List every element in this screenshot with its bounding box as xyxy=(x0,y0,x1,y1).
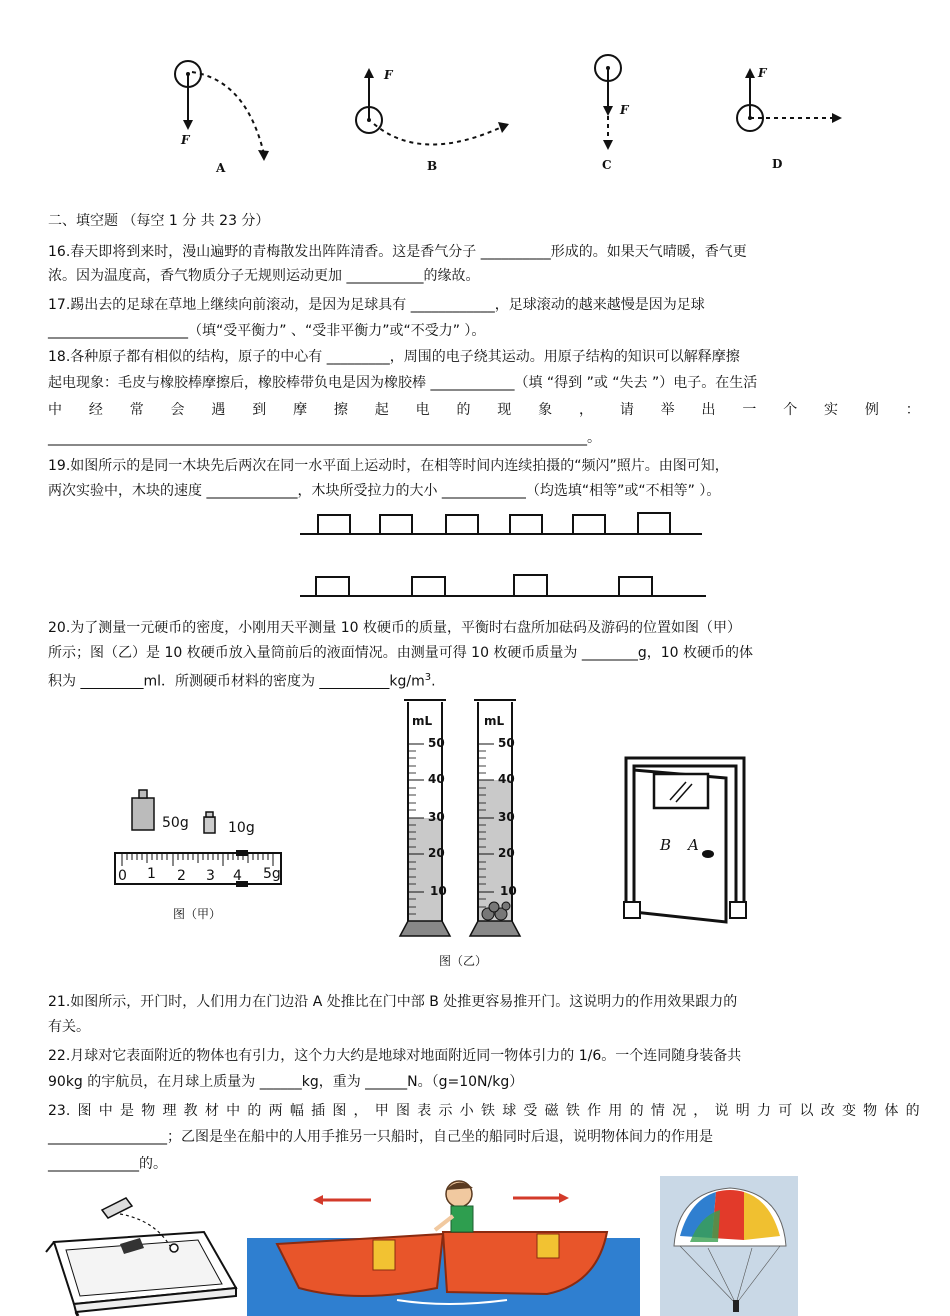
figure-label-b: B xyxy=(427,159,438,173)
q23-line1_chars-char: 23. xyxy=(48,1103,71,1119)
ruler-tick-1: 1 xyxy=(147,866,156,882)
q23-line3: _____________的。 xyxy=(48,1156,167,1172)
q18-line3_chars-char: 出 xyxy=(701,402,716,418)
q23-line1_chars-char: 变 xyxy=(841,1103,856,1119)
force-figure-b xyxy=(352,64,522,164)
q23-line1_chars-char: 中 xyxy=(226,1103,241,1119)
q18-line3_chars-char: 象 xyxy=(538,402,553,418)
force-figure-a xyxy=(168,58,278,178)
cylinder2-unit: mL xyxy=(484,714,505,728)
figure-label-a: A xyxy=(216,161,226,175)
q23-line1_chars-char: 铁 xyxy=(480,1103,495,1119)
q18-line3_chars-char: 常 xyxy=(129,402,144,418)
graduated-cylinders-figure xyxy=(398,696,538,940)
weight-50g-label: 50g xyxy=(162,815,189,831)
strobe-photo-figure xyxy=(298,512,708,602)
q23-line1_chars-char: 物 xyxy=(863,1103,878,1119)
q18-line3_chars-char: 个 xyxy=(783,402,798,418)
q23-line2: _________________；乙图是坐在船中的人用手推另一只船时，自己坐的船同时后退，说明物体间力的作用是 xyxy=(48,1129,713,1145)
figure-jia-caption: 图（甲） xyxy=(173,907,222,921)
q18-line3_chars-char: 摩 xyxy=(293,402,308,418)
cylinder1-tick-20: 20 xyxy=(428,846,445,860)
cylinder1-tick-10: 10 xyxy=(430,884,447,898)
ruler-tick-0: 0 xyxy=(118,868,127,884)
figure-yi-caption: 图（乙） xyxy=(439,954,488,968)
q18-line1: 18.各种原子都有相似的结构，原子的中心有 _________，周围的电子绕其运动。用原子结构的知识可以解释摩擦 xyxy=(48,349,740,365)
q19-line1: 19.如图所示的是同一木块先后两次在同一水平面上运动时，在相等时间内连续拍摄的“频闪”照片。由图可知， xyxy=(48,458,729,474)
force-label-c: F xyxy=(620,103,629,117)
cylinder2-tick-20: 20 xyxy=(498,846,515,860)
q23-line1_chars-char: ， xyxy=(353,1103,368,1119)
q23-line1_chars-char: 图 xyxy=(396,1103,411,1119)
q20-line1: 20.为了测量一元硬币的密度，小刚用天平测量 10 枚硬币的质量，平衡时右盘所加砝码及游码的位置如图（甲） xyxy=(48,620,741,636)
q23-line1_chars-char: 的 xyxy=(247,1103,262,1119)
q23-line1_chars-char: 受 xyxy=(523,1103,538,1119)
q21-line1: 21.如图所示，开门时，人们用力在门边沿 A 处推比在门中部 B 处推更容易推开门。这说明力的作用效果跟力的 xyxy=(48,994,738,1010)
q23-line1_chars-char: 的 xyxy=(905,1103,920,1119)
balance-weights-figure xyxy=(112,786,287,888)
cylinder1-unit: mL xyxy=(412,714,433,728)
q23-line1_chars-char: 甲 xyxy=(374,1103,389,1119)
q18-line3_chars-char: 举 xyxy=(660,402,675,418)
q23-line1_chars-char: 铁 xyxy=(565,1103,580,1119)
q23-line1_chars-char: 两 xyxy=(268,1103,283,1119)
figure-label-c: C xyxy=(602,158,612,172)
q23-line1_chars-char: 力 xyxy=(757,1103,771,1119)
cylinder1-tick-30: 30 xyxy=(428,810,445,824)
q17-line2: ____________________（填“受平衡力” 、“受非平衡力”或“不受力” ）。 xyxy=(48,323,486,339)
q23-line1_chars-char: 插 xyxy=(311,1103,326,1119)
q18-line3_chars-char: ， xyxy=(578,402,593,418)
q23-line1_chars-char: 磁 xyxy=(544,1103,559,1119)
ruler-tick-4: 4 xyxy=(233,868,242,884)
magnet-table-illustration xyxy=(44,1192,239,1316)
q23-line1_chars-char: 改 xyxy=(820,1103,835,1119)
q18-line3_chars-char: 例 xyxy=(864,402,879,418)
q18-line4: _____________________________________________________________________________。 xyxy=(48,430,601,446)
q17-line1: 17.踢出去的足球在草地上继续向前滚动，是因为足球具有 ____________，足球滚动的越来越慢是因为足球 xyxy=(48,297,705,313)
q23-line1_chars-char: 球 xyxy=(502,1103,517,1119)
q18-line3_chars-char: 到 xyxy=(252,402,267,418)
force-label-b: F xyxy=(384,68,393,82)
ruler-tick-2: 2 xyxy=(177,868,186,884)
boats-illustration xyxy=(247,1176,640,1316)
cylinder1-tick-40: 40 xyxy=(428,772,445,786)
q23-line1_chars-char: 可 xyxy=(778,1103,793,1119)
q20-line3-text: 积为 _________ml．所测硬币材料的密度为 __________kg/m xyxy=(48,673,425,690)
q23-line1_chars-char: 情 xyxy=(650,1103,665,1119)
q18-line3_chars-char: 请 xyxy=(619,402,634,418)
q18-line3_chars-char: 现 xyxy=(497,402,512,418)
weight-10g-label: 10g xyxy=(228,820,255,836)
q22-line1: 22.月球对它表面附近的物体也有引力，这个力大约是地球对地面附近同一物体引力的 1/6。一个连同随身装备共 xyxy=(48,1048,742,1064)
q23-line1_chars-char: 的 xyxy=(629,1103,644,1119)
section-title: 二、填空题 （每空 1 分 共 23 分） xyxy=(48,213,270,229)
q23-line1_chars-char: 小 xyxy=(459,1103,474,1119)
q20-line2: 所示；图（乙）是 10 枚硬币放入量筒前后的液面情况。由测量可得 10 枚硬币质量为 ________g，10 枚硬币的体 xyxy=(48,645,754,661)
q18-line3_chars-char: 擦 xyxy=(333,402,348,418)
q23-line1_chars-char: 体 xyxy=(884,1103,899,1119)
q18-line3_chars-char: 会 xyxy=(170,402,185,418)
q23-line1_chars-char: 作 xyxy=(587,1103,602,1119)
q23-line1_chars-char: 以 xyxy=(799,1103,814,1119)
q16-line2: 浓。因为温度高，香气物质分子无规则运动更加 ___________的缘故。 xyxy=(48,268,480,284)
q18-line3_chars-char: 起 xyxy=(374,402,389,418)
force-figure-d xyxy=(734,64,854,144)
q23-line1_chars-char: 明 xyxy=(735,1103,750,1119)
q23-line1_chars-char: 中 xyxy=(98,1103,113,1119)
q23-line1_chars-char: 用 xyxy=(608,1103,623,1119)
door-point-b: B xyxy=(660,836,672,854)
q23-line1_chars-char: 理 xyxy=(162,1103,177,1119)
door-figure xyxy=(610,752,760,926)
parachute-illustration xyxy=(660,1176,798,1316)
door-point-a: A xyxy=(688,836,699,854)
force-label-d: F xyxy=(758,66,767,80)
q23-line1_chars-char: 物 xyxy=(141,1103,156,1119)
q23-line1_chars-char: ， xyxy=(693,1103,708,1119)
cylinder2-tick-10: 10 xyxy=(500,884,517,898)
q20-line3-end: . xyxy=(431,673,436,690)
q16-line1: 16.春天即将到来时，漫山遍野的青梅散发出阵阵清香。这是香气分子 __________形成的。如果天气晴暖，香气更 xyxy=(48,244,747,260)
q23-line1_chars-char: 图 xyxy=(332,1103,347,1119)
q23-line1_chars-char: 是 xyxy=(119,1103,134,1119)
ruler-tick-5g: 5g xyxy=(263,866,281,882)
force-label-a: F xyxy=(181,133,190,147)
q23-line1_chars-char: 材 xyxy=(204,1103,219,1119)
cylinder2-tick-30: 30 xyxy=(498,810,515,824)
q18-line3 xyxy=(48,400,920,420)
q19-line2: 两次实验中，木块的速度 _____________，木块所受拉力的大小 ____________（均选填“相等”或“不相等” ）。 xyxy=(48,483,721,499)
q18-line3_chars-char: 一 xyxy=(742,402,757,418)
q18-line3_chars-char: ： xyxy=(905,402,920,418)
q18-line3_chars-char: 电 xyxy=(415,402,430,418)
q20-line3 xyxy=(48,668,436,692)
q23-line1_chars-char: 表 xyxy=(417,1103,432,1119)
q18-line3_chars-char: 经 xyxy=(88,402,103,418)
q20-line3-sup: 3 xyxy=(424,672,432,683)
q18-line3_chars-char: 遇 xyxy=(211,402,226,418)
q18-line3_chars-char: 中 xyxy=(48,402,62,418)
cylinder2-tick-50: 50 xyxy=(498,736,515,750)
ruler-tick-3: 3 xyxy=(206,868,215,884)
q18-line3_chars-char: 的 xyxy=(456,402,471,418)
q23-line1_chars-char: 示 xyxy=(438,1103,453,1119)
q23-line1_chars-char: 说 xyxy=(714,1103,729,1119)
q23-line1_chars-char: 教 xyxy=(183,1103,198,1119)
q18-line2: 起电现象：毛皮与橡胶棒摩擦后，橡胶棒带负电是因为橡胶棒 ____________（填 “得到 ”或 “失去 ”）电子。在生活 xyxy=(48,375,758,391)
q21-line2: 有关。 xyxy=(48,1019,90,1035)
q22-line2: 90kg 的宇航员，在月球上质量为 ______kg，重为 ______N。（g=10N/kg） xyxy=(48,1074,524,1090)
q18-line3_chars-char: 实 xyxy=(824,402,839,418)
q23-line1 xyxy=(48,1101,920,1121)
q23-line1_chars-char: 幅 xyxy=(289,1103,304,1119)
q23-line1_chars-char: 况 xyxy=(672,1103,687,1119)
q23-line1_chars-char: 图 xyxy=(77,1103,92,1119)
figure-label-d: D xyxy=(772,157,783,171)
cylinder2-tick-40: 40 xyxy=(498,772,515,786)
cylinder1-tick-50: 50 xyxy=(428,736,445,750)
